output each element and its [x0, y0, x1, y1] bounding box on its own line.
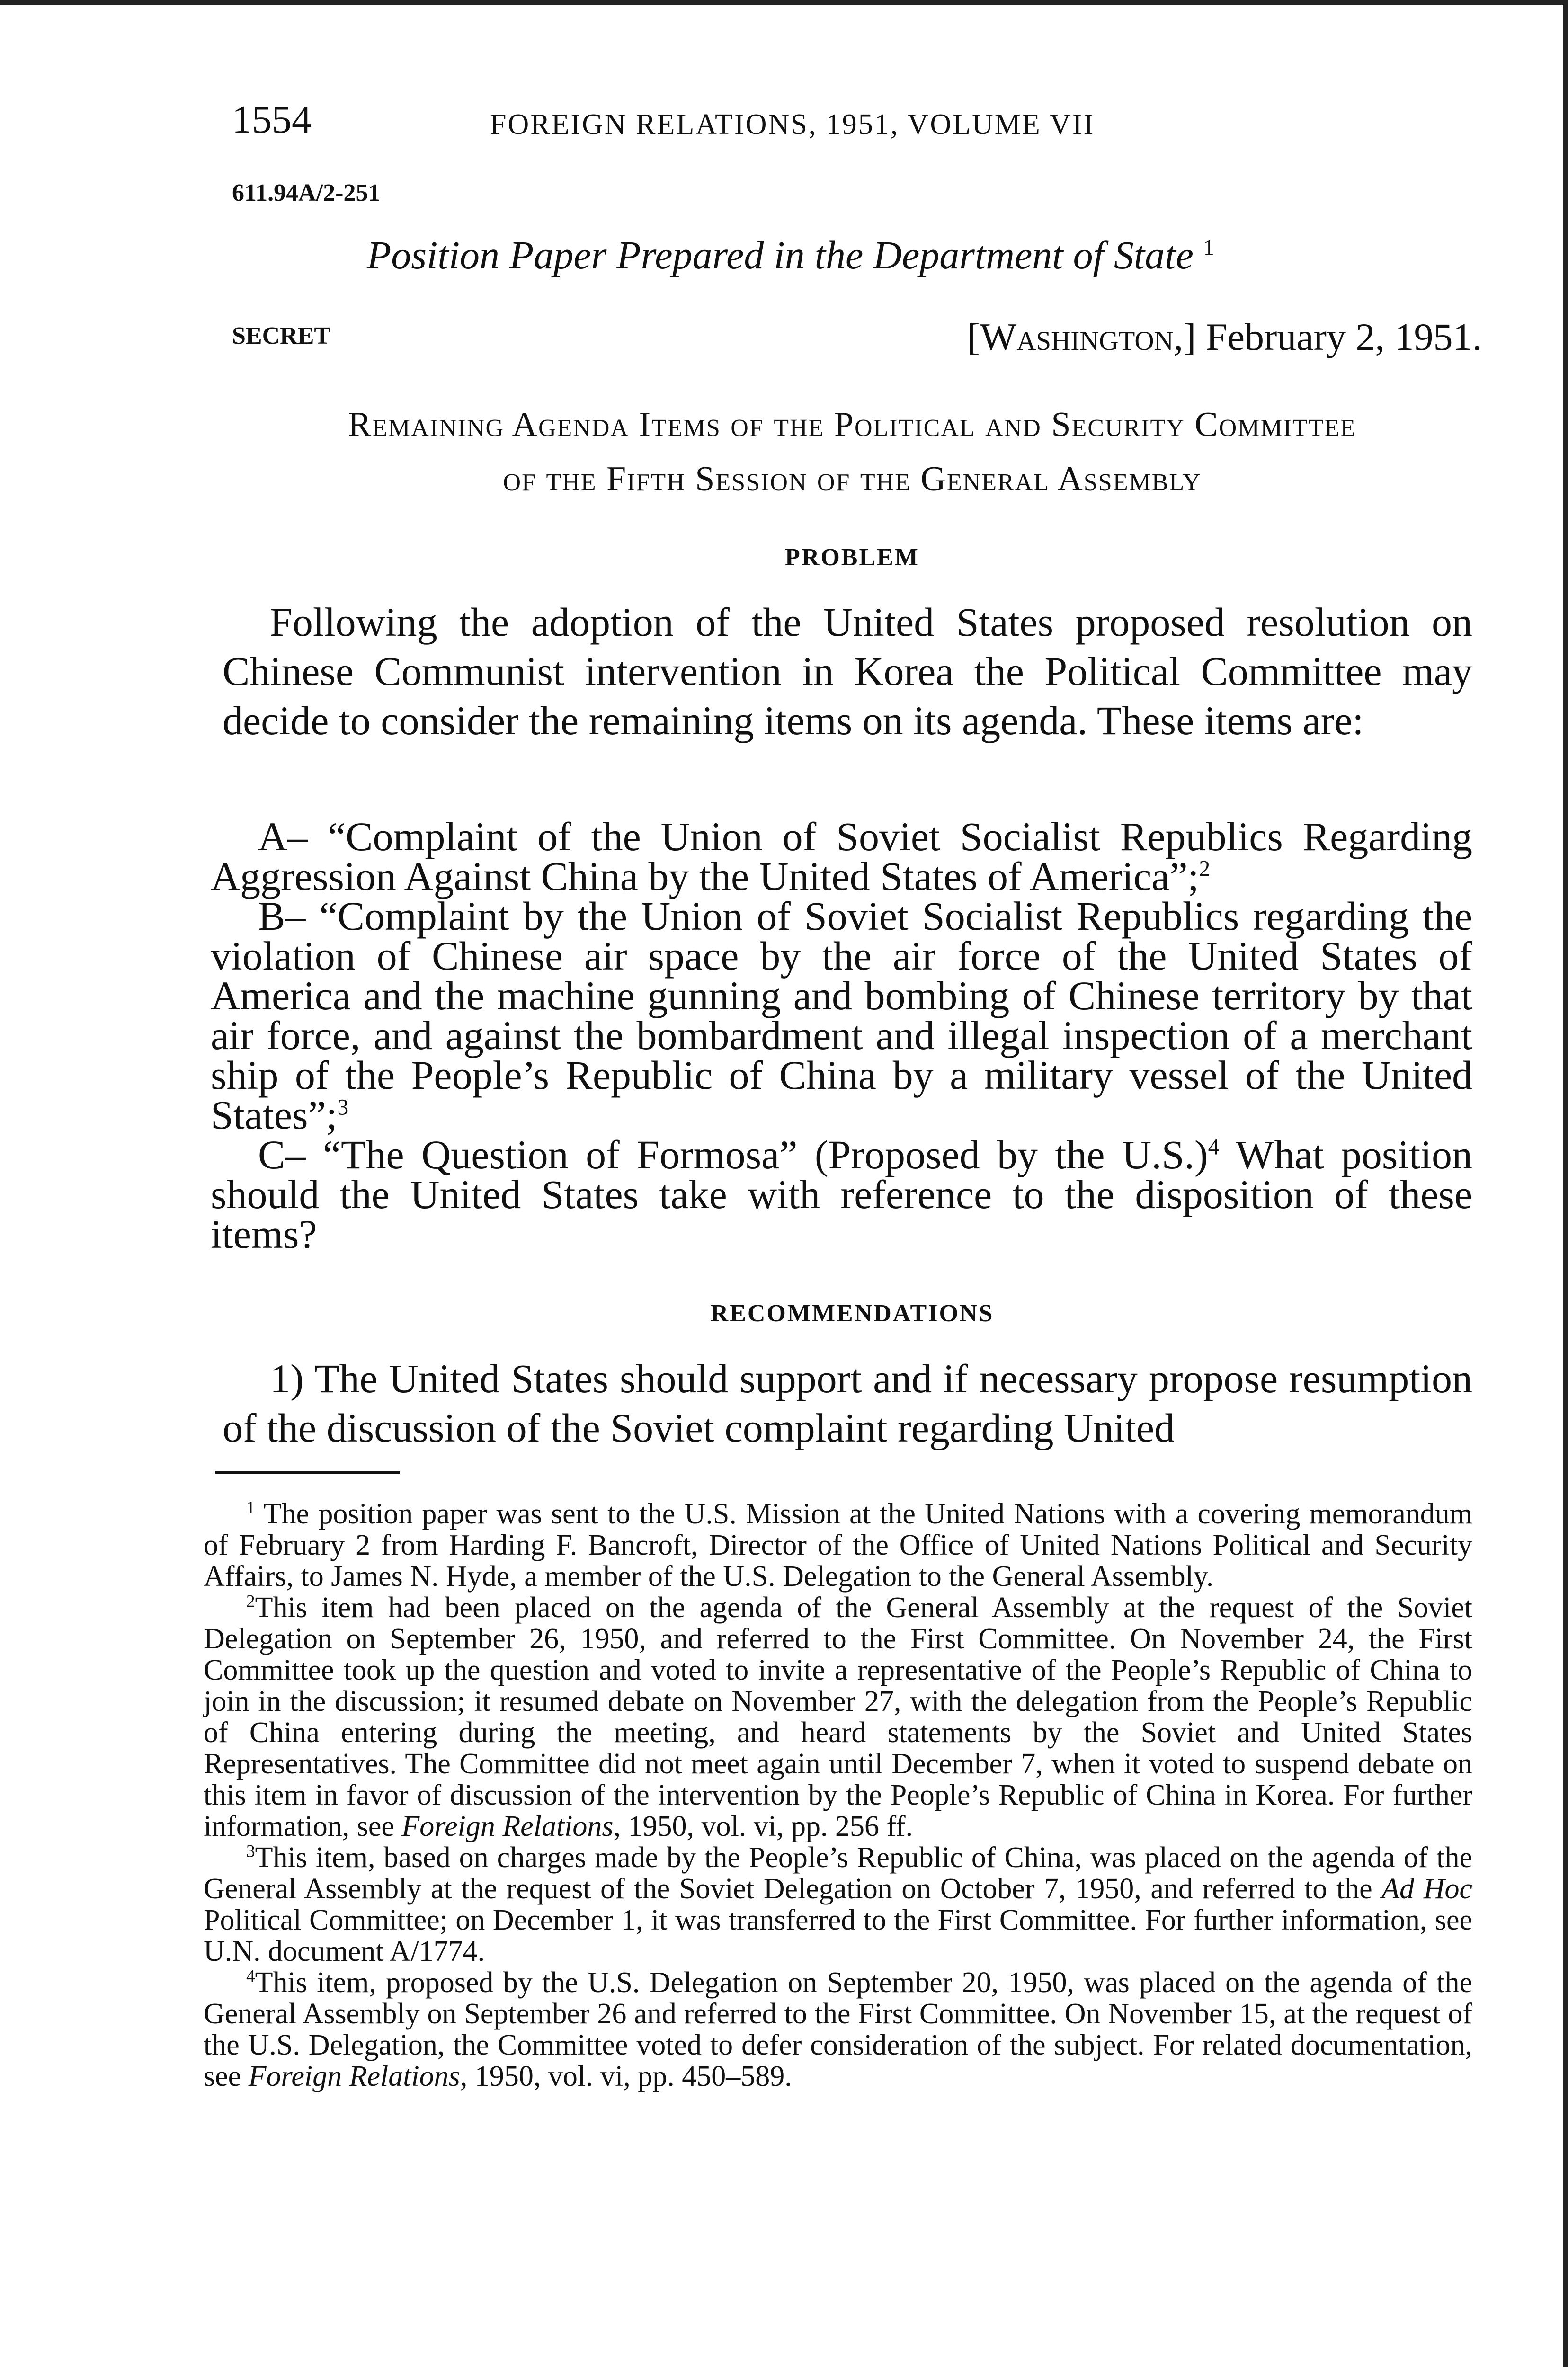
footnote-4-text: This item, proposed by the U.S. Delegation on September 20, 1950, was placed on the agenda of the General Assembly on September 26 and referred to the First Committee. On November 15, at the request of the U.S. Delegation, the Committee voted to defer consideration of the subject. For related documentation, see [204, 1967, 1472, 2092]
agenda-item-b [211, 893, 1472, 1138]
footnotes [204, 1498, 1472, 2092]
footnote-ref-4: 4 [1208, 1135, 1220, 1160]
agenda-item-a-text: A– “Complaint of the Union of Soviet Socialist Republics Regarding Aggression Against China by the United States of America”; [211, 814, 1472, 899]
footnote-1-number: 1 [246, 1498, 255, 1518]
footnote-4 [204, 1967, 1472, 2092]
footnote-2-tail: , 1950, vol. vi, pp. 256 ff. [613, 1810, 913, 1842]
footnote-ref-3: 3 [337, 1095, 349, 1120]
footnote-3-number: 3 [246, 1842, 255, 1861]
footnote-4-tail: , 1950, vol. vi, pp. 450–589. [460, 2060, 792, 2092]
dateline-date: February 2, 1951. [1205, 315, 1482, 358]
dateline-place: [Washington,] [967, 315, 1196, 358]
footnote-4-number: 4 [246, 1967, 255, 1986]
footnote-3-italic: Ad Hoc [1381, 1873, 1473, 1905]
dateline [805, 315, 1482, 359]
footnote-1 [204, 1498, 1472, 1592]
agenda-item-b-text: B– “Complaint by the Union of Soviet Socialist Republics regarding the violation of Chinese air space by the air force of the United States of America and the machine gunning and bombing of Chinese territory by that air force, and against the bombardment and illegal inspection of a merchant ship of the People’s Republic of China by a military vessel of the United States”; [211, 893, 1472, 1138]
agenda-item-c [211, 1132, 1472, 1257]
footnote-rule [215, 1471, 400, 1474]
footnote-3 [204, 1842, 1472, 1967]
section-heading [213, 398, 1491, 507]
footnote-4-italic: Foreign Relations [248, 2060, 460, 2092]
title-footnote-ref: 1 [1203, 235, 1214, 259]
running-head: FOREIGN RELATIONS, 1951, VOLUME VII [490, 108, 1095, 141]
page-number: 1554 [232, 98, 312, 142]
recommendation-1: 1) The United States should support and if necessary propose resumption of the discussion of the Soviet complaint regarding United [223, 1356, 1472, 1450]
agenda-item-a [211, 814, 1472, 899]
footnote-1-text: The position paper was sent to the U.S. Mission at the United Nations with a covering memorandum of February 2 from Harding F. Bancroft, Director of the Office of United Nations Political and Security Affairs, to James N. Hyde, a member of the U.S. Delegation to the General Assembly. [204, 1498, 1472, 1593]
scan-edge-top [0, 0, 1568, 5]
document-title [232, 227, 1349, 284]
footnote-2-text: This item had been placed on the agenda of the General Assembly at the request of the Soviet Delegation on September 26, 1950, and referred to the First Committee. On November 24, the First Committee took up the question and voted to invite a representative of the People’s Republic of China to join in the discussion; it resumed debate on November 27, with the delegation from the People’s Republic of China entering during the meeting, and heard statements by the Soviet and United States Representatives. The Committee did not meet again until December 7, when it voted to suspend debate on this item in favor of discussion of the intervention by the People’s Republic of China in Korea. For further information, see [204, 1592, 1472, 1842]
problem-intro: Following the adoption of the United States proposed resolution on Chinese Communist intervention in Korea the Political Committee may decide to consider the remaining items on its agenda. These items are: [223, 599, 1472, 743]
recommendations-label: RECOMMENDATIONS [710, 1300, 994, 1327]
classification-marking: SECRET [232, 322, 331, 349]
document-id: 611.94A/2-251 [232, 179, 381, 206]
agenda-items [211, 814, 1472, 1257]
page-header [232, 94, 1482, 146]
footnote-2-italic: Foreign Relations [401, 1810, 614, 1842]
footnote-2 [204, 1592, 1472, 1842]
section-heading-line1: Remaining Agenda Items of the Political and Security Committee [347, 405, 1357, 444]
agenda-item-c-text: C– “The Question of Formosa” (Proposed by the U.S.) [258, 1132, 1208, 1177]
document-title-text: Position Paper Prepared in the Department of State [367, 233, 1194, 277]
footnote-2-number: 2 [246, 1592, 255, 1611]
footnote-3-text: This item, based on charges made by the People’s Republic of China, was placed on the agenda of the General Assembly at the request of the Soviet Delegation on October 7, 1950, and referred to the [204, 1842, 1472, 1905]
footnote-ref-2: 2 [1199, 856, 1211, 881]
agenda-item-c-question: What position should the United States take with reference to the disposition of these items? [211, 1132, 1472, 1257]
footnote-3-tail: Political Committee; on December 1, it was transferred to the First Committee. For further information, see U.N. document A/1774. [204, 1904, 1472, 1967]
section-heading-line2: of the Fifth Session of the General Assembly [503, 460, 1202, 498]
scan-edge-right [1563, 0, 1568, 2367]
problem-label: PROBLEM [785, 544, 919, 571]
